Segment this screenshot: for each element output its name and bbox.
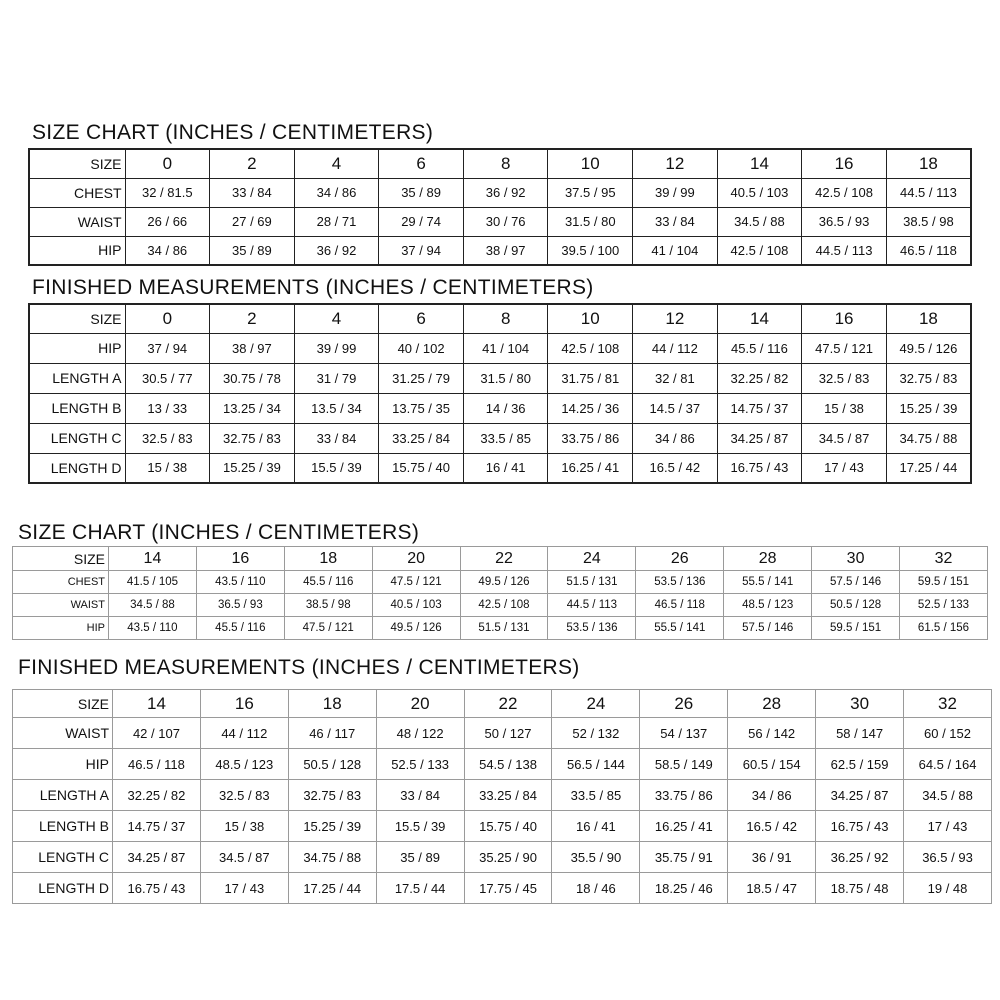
measurement-cell: 60.5 / 154: [728, 749, 816, 780]
measurement-cell: 16.75 / 43: [113, 873, 201, 904]
row-label: WAIST: [13, 718, 113, 749]
row-label: HIP: [13, 749, 113, 780]
size-header-cell: 20: [376, 690, 464, 718]
measurement-cell: 40.5 / 103: [717, 178, 802, 207]
measurement-cell: 15.25 / 39: [886, 393, 971, 423]
measurement-cell: 34.25 / 87: [113, 842, 201, 873]
measurement-cell: 46.5 / 118: [636, 594, 724, 617]
measurement-cell: 51.5 / 131: [548, 571, 636, 594]
finished-measurements-section-2: [18, 656, 992, 904]
measurement-cell: 33.75 / 86: [548, 423, 633, 453]
measurement-cell: 41 / 104: [463, 333, 548, 363]
size-header-cell: 16: [200, 690, 288, 718]
measurement-cell: 13.25 / 34: [210, 393, 295, 423]
measurement-cell: 56.5 / 144: [552, 749, 640, 780]
measurement-cell: 34.25 / 87: [717, 423, 802, 453]
measurement-cell: 36.5 / 93: [904, 842, 992, 873]
measurement-cell: 49.5 / 126: [886, 333, 971, 363]
measurement-cell: 17.25 / 44: [288, 873, 376, 904]
row-label: LENGTH A: [13, 780, 113, 811]
size-chart-title-2: SIZE CHART (INCHES / CENTIMETERS): [18, 521, 420, 544]
size-header-cell: 2: [210, 149, 295, 178]
measurement-cell: 15 / 38: [200, 811, 288, 842]
row-label: CHEST: [29, 178, 125, 207]
measurement-cell: 14.5 / 37: [633, 393, 718, 423]
measurement-cell: 38 / 97: [463, 236, 548, 265]
measurement-cell: 33.25 / 84: [379, 423, 464, 453]
measurement-cell: 38.5 / 98: [284, 594, 372, 617]
measurement-cell: 48.5 / 123: [200, 749, 288, 780]
measurement-cell: 18.25 / 46: [640, 873, 728, 904]
measurement-cell: 33.75 / 86: [640, 780, 728, 811]
measurement-cell: 52 / 132: [552, 718, 640, 749]
row-label: CHEST: [13, 571, 109, 594]
measurement-cell: 34 / 86: [633, 423, 718, 453]
measurement-cell: 42.5 / 108: [717, 236, 802, 265]
table-row: [29, 207, 971, 236]
row-label: WAIST: [29, 207, 125, 236]
size-header-cell: 4: [294, 149, 379, 178]
measurement-cell: 37.5 / 95: [548, 178, 633, 207]
table-row: [29, 236, 971, 265]
measurement-cell: 13.5 / 34: [294, 393, 379, 423]
measurement-cell: 44 / 112: [633, 333, 718, 363]
measurement-cell: 34.25 / 87: [816, 780, 904, 811]
measurement-cell: 19 / 48: [904, 873, 992, 904]
measurement-cell: 46.5 / 118: [886, 236, 971, 265]
measurement-cell: 52.5 / 133: [900, 594, 988, 617]
measurement-cell: 46.5 / 118: [113, 749, 201, 780]
table-row: [13, 718, 992, 749]
measurement-cell: 31.5 / 80: [548, 207, 633, 236]
finished-measurements-table-2: [12, 689, 992, 904]
measurement-cell: 16.5 / 42: [633, 453, 718, 483]
measurement-cell: 15 / 38: [125, 453, 210, 483]
size-header-cell: 14: [717, 304, 802, 333]
table-row: [13, 811, 992, 842]
size-header-cell: 24: [552, 690, 640, 718]
measurement-cell: 30.75 / 78: [210, 363, 295, 393]
measurement-cell: 31.75 / 81: [548, 363, 633, 393]
measurement-cell: 17 / 43: [904, 811, 992, 842]
size-label: SIZE: [13, 690, 113, 718]
measurement-cell: 34 / 86: [728, 780, 816, 811]
measurement-cell: 42.5 / 108: [460, 594, 548, 617]
table-row: [13, 571, 988, 594]
measurement-cell: 32.75 / 83: [210, 423, 295, 453]
measurement-cell: 32.5 / 83: [802, 363, 887, 393]
measurement-cell: 34 / 86: [294, 178, 379, 207]
table-row: [13, 617, 988, 640]
measurement-cell: 36 / 92: [463, 178, 548, 207]
measurement-cell: 53.5 / 136: [636, 571, 724, 594]
measurement-cell: 44 / 112: [200, 718, 288, 749]
measurement-cell: 28 / 71: [294, 207, 379, 236]
size-header-cell: 22: [464, 690, 552, 718]
measurement-cell: 29 / 74: [379, 207, 464, 236]
size-header-cell: 28: [724, 547, 812, 571]
measurement-cell: 17.25 / 44: [886, 453, 971, 483]
measurement-cell: 59.5 / 151: [812, 617, 900, 640]
measurement-cell: 32 / 81: [633, 363, 718, 393]
row-label: LENGTH B: [13, 811, 113, 842]
finished-measurements-section-1: [32, 276, 972, 484]
measurement-cell: 57.5 / 146: [812, 571, 900, 594]
measurement-cell: 36.5 / 93: [196, 594, 284, 617]
size-header-cell: 22: [460, 547, 548, 571]
measurement-cell: 32.25 / 82: [717, 363, 802, 393]
table-row: [29, 333, 971, 363]
size-header-cell: 14: [113, 690, 201, 718]
measurement-cell: 30 / 76: [463, 207, 548, 236]
size-header-cell: 10: [548, 304, 633, 333]
measurement-cell: 16 / 41: [463, 453, 548, 483]
measurement-cell: 64.5 / 164: [904, 749, 992, 780]
size-header-cell: 8: [463, 149, 548, 178]
measurement-cell: 60 / 152: [904, 718, 992, 749]
size-header-cell: 32: [900, 547, 988, 571]
measurement-cell: 48 / 122: [376, 718, 464, 749]
measurement-cell: 47.5 / 121: [284, 617, 372, 640]
measurement-cell: 15.5 / 39: [376, 811, 464, 842]
measurement-cell: 34.5 / 87: [802, 423, 887, 453]
measurement-cell: 50.5 / 128: [288, 749, 376, 780]
measurement-cell: 51.5 / 131: [460, 617, 548, 640]
measurement-cell: 37 / 94: [125, 333, 210, 363]
measurement-cell: 50 / 127: [464, 718, 552, 749]
size-label: SIZE: [29, 304, 125, 333]
size-header-cell: 0: [125, 149, 210, 178]
measurement-cell: 33.5 / 85: [463, 423, 548, 453]
measurement-cell: 15 / 38: [802, 393, 887, 423]
size-header-cell: 8: [463, 304, 548, 333]
measurement-cell: 14 / 36: [463, 393, 548, 423]
measurement-cell: 16.75 / 43: [717, 453, 802, 483]
measurement-cell: 16.25 / 41: [640, 811, 728, 842]
measurement-cell: 47.5 / 121: [802, 333, 887, 363]
measurement-cell: 33 / 84: [633, 207, 718, 236]
measurement-cell: 49.5 / 126: [460, 571, 548, 594]
measurement-cell: 41.5 / 105: [109, 571, 197, 594]
measurement-cell: 33.5 / 85: [552, 780, 640, 811]
size-header-cell: 18: [288, 690, 376, 718]
size-chart-table-2: [12, 546, 988, 640]
row-label: LENGTH C: [13, 842, 113, 873]
measurement-cell: 40.5 / 103: [372, 594, 460, 617]
measurement-cell: 61.5 / 156: [900, 617, 988, 640]
size-header-cell: 18: [886, 304, 971, 333]
size-header-cell: 32: [904, 690, 992, 718]
size-header-cell: 12: [633, 304, 718, 333]
size-header-row: [13, 547, 988, 571]
measurement-cell: 17.75 / 45: [464, 873, 552, 904]
measurement-cell: 39.5 / 100: [548, 236, 633, 265]
measurement-cell: 43.5 / 110: [196, 571, 284, 594]
size-header-cell: 16: [196, 547, 284, 571]
measurement-cell: 34 / 86: [125, 236, 210, 265]
measurement-cell: 34.5 / 88: [717, 207, 802, 236]
size-header-cell: 12: [633, 149, 718, 178]
measurement-cell: 15.5 / 39: [294, 453, 379, 483]
measurement-cell: 38.5 / 98: [886, 207, 971, 236]
measurement-cell: 38 / 97: [210, 333, 295, 363]
measurement-cell: 36 / 92: [294, 236, 379, 265]
measurement-cell: 26 / 66: [125, 207, 210, 236]
measurement-cell: 32.25 / 82: [113, 780, 201, 811]
measurement-cell: 42.5 / 108: [548, 333, 633, 363]
measurement-cell: 44.5 / 113: [886, 178, 971, 207]
measurement-cell: 14.25 / 36: [548, 393, 633, 423]
measurement-cell: 16 / 41: [552, 811, 640, 842]
measurement-cell: 17 / 43: [200, 873, 288, 904]
measurement-cell: 43.5 / 110: [109, 617, 197, 640]
size-chart-title-1: SIZE CHART (INCHES / CENTIMETERS): [32, 121, 434, 144]
measurement-cell: 42 / 107: [113, 718, 201, 749]
measurement-cell: 35 / 89: [379, 178, 464, 207]
size-header-cell: 14: [717, 149, 802, 178]
measurement-cell: 27 / 69: [210, 207, 295, 236]
measurement-cell: 53.5 / 136: [548, 617, 636, 640]
measurement-cell: 42.5 / 108: [802, 178, 887, 207]
measurement-cell: 44.5 / 113: [548, 594, 636, 617]
measurement-cell: 33 / 84: [376, 780, 464, 811]
measurement-cell: 15.25 / 39: [210, 453, 295, 483]
size-header-cell: 28: [728, 690, 816, 718]
measurement-cell: 32 / 81.5: [125, 178, 210, 207]
measurement-cell: 46 / 117: [288, 718, 376, 749]
measurement-cell: 16.75 / 43: [816, 811, 904, 842]
size-header-cell: 26: [640, 690, 728, 718]
size-header-cell: 18: [886, 149, 971, 178]
measurement-cell: 49.5 / 126: [372, 617, 460, 640]
measurement-cell: 39 / 99: [633, 178, 718, 207]
size-header-cell: 16: [802, 304, 887, 333]
measurement-cell: 52.5 / 133: [376, 749, 464, 780]
measurement-cell: 34.75 / 88: [886, 423, 971, 453]
measurement-cell: 13.75 / 35: [379, 393, 464, 423]
measurement-cell: 56 / 142: [728, 718, 816, 749]
measurement-cell: 18 / 46: [552, 873, 640, 904]
row-label: LENGTH B: [29, 393, 125, 423]
measurement-cell: 14.75 / 37: [717, 393, 802, 423]
table-row: [29, 393, 971, 423]
measurement-cell: 14.75 / 37: [113, 811, 201, 842]
measurement-cell: 34.5 / 88: [904, 780, 992, 811]
table-row: [13, 749, 992, 780]
size-label: SIZE: [29, 149, 125, 178]
size-header-cell: 24: [548, 547, 636, 571]
measurement-cell: 33.25 / 84: [464, 780, 552, 811]
measurement-cell: 35.25 / 90: [464, 842, 552, 873]
size-header-cell: 10: [548, 149, 633, 178]
measurement-cell: 37 / 94: [379, 236, 464, 265]
measurement-cell: 17 / 43: [802, 453, 887, 483]
measurement-cell: 58 / 147: [816, 718, 904, 749]
table-row: [13, 842, 992, 873]
row-label: WAIST: [13, 594, 109, 617]
measurement-cell: 15.25 / 39: [288, 811, 376, 842]
measurement-cell: 45.5 / 116: [196, 617, 284, 640]
size-header-cell: 20: [372, 547, 460, 571]
row-label: LENGTH D: [13, 873, 113, 904]
measurement-cell: 32.5 / 83: [125, 423, 210, 453]
measurement-cell: 18.75 / 48: [816, 873, 904, 904]
size-header-cell: 30: [816, 690, 904, 718]
size-chart-table-1: [28, 148, 972, 266]
measurement-cell: 31.25 / 79: [379, 363, 464, 393]
measurement-cell: 45.5 / 116: [717, 333, 802, 363]
measurement-cell: 48.5 / 123: [724, 594, 812, 617]
measurement-cell: 35.5 / 90: [552, 842, 640, 873]
measurement-cell: 34.5 / 88: [109, 594, 197, 617]
row-label: LENGTH D: [29, 453, 125, 483]
measurement-cell: 16.25 / 41: [548, 453, 633, 483]
finished-measurements-title-2: FINISHED MEASUREMENTS (INCHES / CENTIMETERS): [18, 656, 580, 679]
measurement-cell: 34.75 / 88: [288, 842, 376, 873]
measurement-cell: 55.5 / 141: [724, 571, 812, 594]
measurement-cell: 31 / 79: [294, 363, 379, 393]
size-header-row: [29, 304, 971, 333]
measurement-cell: 62.5 / 159: [816, 749, 904, 780]
size-header-cell: 6: [379, 304, 464, 333]
measurement-cell: 36 / 91: [728, 842, 816, 873]
measurement-cell: 45.5 / 116: [284, 571, 372, 594]
row-label: HIP: [13, 617, 109, 640]
table-row: [29, 423, 971, 453]
measurement-cell: 18.5 / 47: [728, 873, 816, 904]
measurement-cell: 16.5 / 42: [728, 811, 816, 842]
row-label: HIP: [29, 236, 125, 265]
row-label: HIP: [29, 333, 125, 363]
measurement-cell: 39 / 99: [294, 333, 379, 363]
row-label: LENGTH A: [29, 363, 125, 393]
measurement-cell: 13 / 33: [125, 393, 210, 423]
size-header-cell: 2: [210, 304, 295, 333]
measurement-cell: 17.5 / 44: [376, 873, 464, 904]
measurement-cell: 32.75 / 83: [886, 363, 971, 393]
finished-measurements-title-1: FINISHED MEASUREMENTS (INCHES / CENTIMETERS): [32, 276, 594, 299]
measurement-cell: 15.75 / 40: [379, 453, 464, 483]
measurement-cell: 59.5 / 151: [900, 571, 988, 594]
size-header-cell: 30: [812, 547, 900, 571]
measurement-cell: 32.75 / 83: [288, 780, 376, 811]
table-row: [13, 873, 992, 904]
measurement-cell: 54 / 137: [640, 718, 728, 749]
size-header-cell: 16: [802, 149, 887, 178]
table-row: [29, 178, 971, 207]
size-header-row: [29, 149, 971, 178]
measurement-cell: 41 / 104: [633, 236, 718, 265]
size-header-cell: 6: [379, 149, 464, 178]
measurement-cell: 15.75 / 40: [464, 811, 552, 842]
table-row: [29, 453, 971, 483]
size-header-cell: 0: [125, 304, 210, 333]
measurement-cell: 33 / 84: [294, 423, 379, 453]
table-row: [29, 363, 971, 393]
size-header-cell: 26: [636, 547, 724, 571]
size-header-cell: 14: [109, 547, 197, 571]
size-label: SIZE: [13, 547, 109, 571]
measurement-cell: 36.25 / 92: [816, 842, 904, 873]
measurement-cell: 33 / 84: [210, 178, 295, 207]
measurement-cell: 32.5 / 83: [200, 780, 288, 811]
measurement-cell: 34.5 / 87: [200, 842, 288, 873]
measurement-cell: 58.5 / 149: [640, 749, 728, 780]
measurement-cell: 30.5 / 77: [125, 363, 210, 393]
row-label: LENGTH C: [29, 423, 125, 453]
size-header-row: [13, 690, 992, 718]
measurement-cell: 47.5 / 121: [372, 571, 460, 594]
measurement-cell: 57.5 / 146: [724, 617, 812, 640]
measurement-cell: 40 / 102: [379, 333, 464, 363]
table-row: [13, 780, 992, 811]
measurement-cell: 31.5 / 80: [463, 363, 548, 393]
size-header-cell: 18: [284, 547, 372, 571]
finished-measurements-table-1: [28, 303, 972, 484]
measurement-cell: 36.5 / 93: [802, 207, 887, 236]
measurement-cell: 35 / 89: [210, 236, 295, 265]
table-row: [13, 594, 988, 617]
measurement-cell: 55.5 / 141: [636, 617, 724, 640]
size-chart-section-1: [32, 121, 972, 266]
measurement-cell: 54.5 / 138: [464, 749, 552, 780]
measurement-cell: 44.5 / 113: [802, 236, 887, 265]
size-chart-section-2: [18, 521, 988, 640]
size-header-cell: 4: [294, 304, 379, 333]
measurement-cell: 35 / 89: [376, 842, 464, 873]
measurement-cell: 50.5 / 128: [812, 594, 900, 617]
measurement-cell: 35.75 / 91: [640, 842, 728, 873]
